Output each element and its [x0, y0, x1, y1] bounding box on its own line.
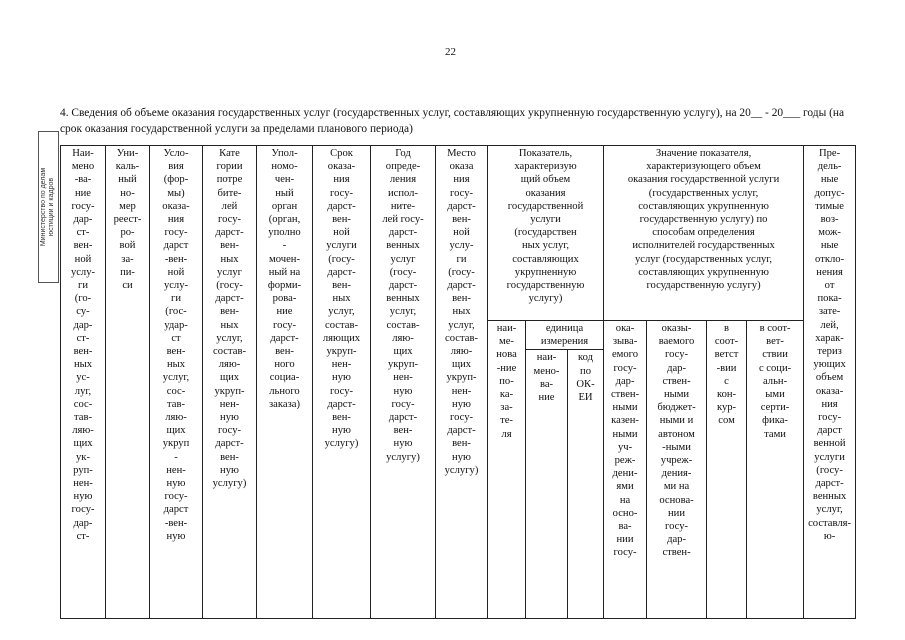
page-number: 22 — [445, 46, 456, 58]
col-unit-okei-code: код по ОК- ЕИ — [568, 350, 604, 619]
col-consumer-categories: Кате гории потре бите- лей госу- дарст- вен- ных услуг (госу- дарст- вен- ных услуг, состав- ляю- щих укруп- нен- ную госу- дарст- вен- ную услугу) — [203, 146, 257, 619]
col-value-state-owned: ока- зыва- емого госу- дар- ствен- ными казен- ными уч- реж- дени- ями на осно- ва- нии госу- — [604, 321, 647, 619]
col-authorized-body: Упол- номо- чен- ный орган (орган, уполно - мочен- ный на форми- рова- ние госу- дарст- вен- ного социа- льного заказа) — [257, 146, 313, 619]
col-year-of-selection: Год опреде- ления испол- ните- лей госу- дарст- венных услуг (госу- дарст- венных услуг, состав- ляю- щих укруп- нен- ную госу- дарст- вен- ную услугу) — [371, 146, 436, 619]
stamp-text: Министерство по делам юстиции и кадров — [40, 167, 55, 247]
col-value-social-certificates: в соот- вет- ствии с соци- альн- ыми серти- фика- тами — [747, 321, 804, 619]
col-unit-name: наи- мено- ва- ние — [526, 350, 568, 619]
group-value-header: Значение показателя, характеризующего объем оказания государственной услуги (государственных услуг, составляющих укрупненную государственную услугу) по способам определения исполнителей государственных услуг (государственных услуг, составляющих укрупненную государственную услугу) — [604, 146, 804, 321]
col-service-period: Срок оказа- ния госу- дарст- вен- ной услуги (госу- дарст- вен- ных услуг, состав- ляющих укруп- нен- ную госу- дарст- вен- ную услугу) — [313, 146, 371, 619]
group-indicator-header: Показатель, характеризую щий объем оказания государственной услуги (государствен ных услуг, составляющих укрупненную государственную услугу) — [488, 146, 604, 321]
section-heading: 4. Сведения об объеме оказания государственных услуг (государственных услуг, составляющих укрупненную государственную услугу), на 20__ - 20___ годы (на срок оказания государственной услуги за пределами планового периода) — [60, 107, 845, 135]
services-volume-table — [60, 145, 856, 619]
col-service-name: Наи- мено -ва- ние госу- дар- ст- вен- ной услу- ги (го- су- дар- ст- вен- ных ус- луг, сос- тав- ляю- щих ук- руп- нен- ную госу- дар- ст- — [61, 146, 106, 619]
col-value-budget-autonomous: оказы- ваемого госу- дар- ствен- ными бюджет- ными и автоном -ными учреж- дения- ми на основа- нии госу- дар- ствен- — [647, 321, 707, 619]
col-allowed-deviations: Пре- дель- ные допус- тимые воз- мож- ные откло- нения от пока- зате- лей, харак- териз ующих объем оказа- ния госу- дарст венной услуги (госу- дарст- венных услуг, составля- ю- — [804, 146, 856, 619]
col-indicator-name: наи- ме- нова -ние по- ка- за- те- ля — [488, 321, 526, 619]
col-conditions: Усло- вия (фор- мы) оказа- ния госу- дарст -вен- ной услу- ги (гос- удар- ст вен- ных услуг, сос- тав- ляю- щих укруп - нен- ную госу- дарст -вен- ную — [150, 146, 203, 619]
col-registry-number: Уни- каль- ный но- мер реест- ро- вой за- пи- си — [106, 146, 150, 619]
side-stamp — [38, 131, 59, 283]
col-value-competition: в соот- ветст -вии с кон- кур- сом — [707, 321, 747, 619]
unit-of-measure-header: единица измерения — [526, 321, 604, 350]
col-service-place: Место оказа ния госу- дарст- вен- ной услу- ги (госу- дарст- вен- ных услуг, состав- ляю- щих укруп- нен- ную госу- дарст- вен- ную услугу) — [436, 146, 488, 619]
